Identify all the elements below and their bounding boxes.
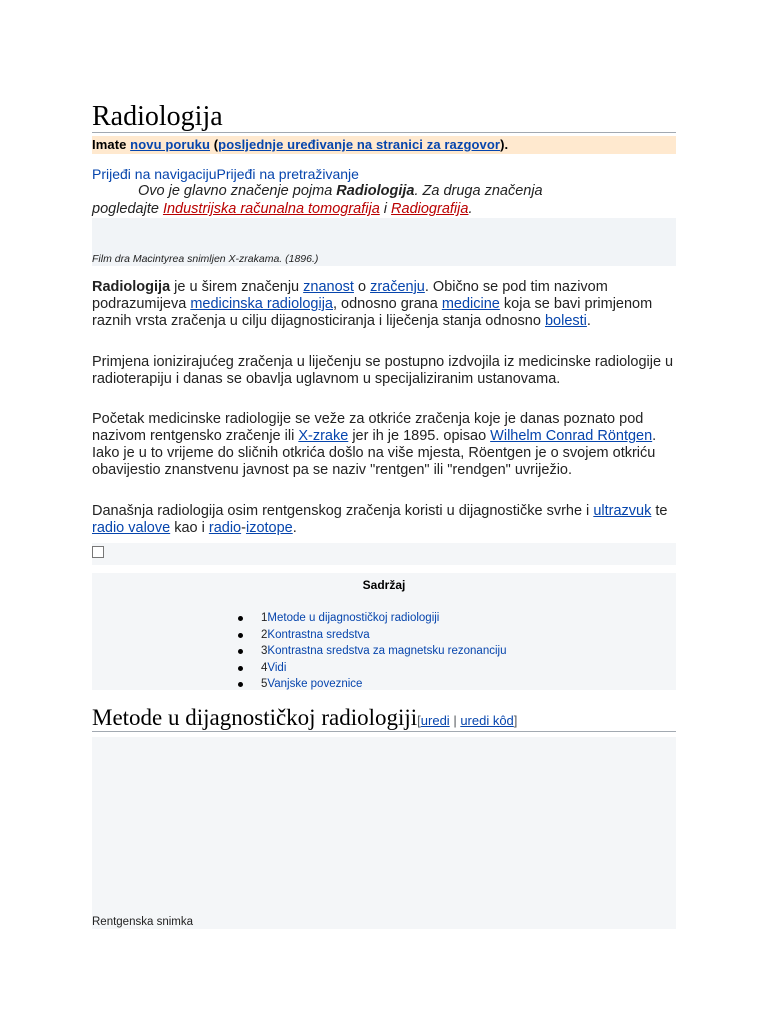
last-talk-edit-link[interactable]: posljednje uređivanje na stranici za razgovor — [218, 137, 501, 152]
toc-item — [236, 610, 506, 627]
paragraph: Primjena ionizirajućeg zračenja u liječenju se postupno izdvojila iz medicinske radiologije u radioterapiju i danas se obavlja uglavnom u specijaliziranim ustanovama. — [92, 354, 674, 387]
text: kao i — [170, 520, 209, 536]
hatnote-text: . — [468, 201, 473, 217]
edit-source-link[interactable]: uredi kôd — [460, 713, 514, 728]
x-rays-link[interactable]: X-zrake — [298, 428, 349, 444]
jump-to-search-link[interactable]: Prijeđi na pretraživanje — [216, 166, 359, 182]
figure-caption: Rentgenska snimka — [92, 916, 193, 928]
bracket: ] — [513, 713, 518, 728]
paragraph — [92, 411, 676, 479]
text: . — [586, 313, 591, 329]
toc-number: 4 — [261, 661, 268, 674]
ultrasound-link[interactable]: ultrazvuk — [593, 503, 652, 519]
bracket: [ — [417, 713, 421, 728]
toc-link[interactable]: Metode u dijagnostičkoj radiologiji — [267, 612, 440, 624]
text: te — [651, 503, 668, 519]
toc-item — [236, 676, 506, 693]
figure-caption: Film dra Macintyrea snimljen X-zrakama. (1896.) — [92, 253, 319, 265]
toc-item — [236, 643, 506, 660]
medicine-link[interactable]: medicine — [441, 296, 500, 312]
radio-link[interactable]: radio — [208, 520, 242, 536]
page-title: Radiologija — [92, 101, 223, 132]
notice-prefix: Imate — [92, 137, 131, 152]
toc-link[interactable]: Vanjske poveznice — [267, 678, 363, 690]
hatnote-text: i — [379, 201, 392, 217]
text: . Obično se pod tim nazivom podrazumijeva — [92, 279, 608, 312]
toc-item — [236, 660, 506, 677]
text: Današnja radiologija osim rentgenskog zračenja koristi u dijagnostičke svrhe i — [92, 503, 594, 519]
toc-list — [236, 610, 506, 693]
xray-image-placeholder[interactable] — [92, 737, 676, 929]
science-link[interactable]: znanost — [303, 279, 354, 295]
edit-section-link[interactable]: uredi — [420, 713, 450, 728]
text: koja se bavi primjenom raznih vrsta zračenja u cilju dijagnosticiranja i liječenja stanja odnosno — [92, 296, 653, 329]
text: jer ih je 1895. opisao — [348, 428, 491, 444]
text: . Iako je u to vrijeme do sličnih otkrića došlo na više mjesta, Röentgen je o svojem otkriću obavijestio znanstvenu javnost pa se naziv "rentgen" ili "rendgen" uvriježio. — [92, 428, 657, 478]
radiation-link[interactable]: zračenju — [370, 279, 425, 295]
industrial-ct-link[interactable]: Industrijska računalna tomografija — [162, 201, 380, 217]
toc-toggle-checkbox[interactable] — [92, 546, 104, 558]
toc-number: 2 — [261, 628, 268, 641]
intro-paragraph — [92, 279, 676, 330]
disease-link[interactable]: bolesti — [544, 313, 587, 329]
medical-radiology-link[interactable]: medicinska radiologija — [190, 296, 333, 312]
toc-number: 5 — [261, 678, 268, 690]
toc-link[interactable]: Vidi — [267, 661, 287, 674]
text: . — [292, 520, 297, 536]
jump-to-navigation-link[interactable]: Prijeđi na navigaciju — [92, 166, 217, 182]
toc-number: 1 — [261, 612, 268, 624]
hatnote-term: Radiologija — [336, 183, 415, 199]
section-heading-text: Metode u dijagnostičkoj radiologiji — [92, 705, 418, 730]
hatnote-text: . Za druga značenja pogledajte — [92, 183, 543, 217]
radio-waves-link[interactable]: radio valove — [92, 520, 171, 536]
text: - — [241, 520, 246, 536]
notice-suffix: ). — [500, 137, 509, 152]
toc-item — [236, 627, 506, 644]
rontgen-link[interactable]: Wilhelm Conrad Röntgen — [490, 428, 653, 444]
text: je u širem značenju — [170, 279, 304, 295]
text: , odnosno grana — [333, 296, 442, 312]
title-divider — [92, 132, 676, 133]
new-message-notice — [92, 136, 676, 154]
notice-mid: ( — [210, 137, 219, 152]
hatnote — [92, 182, 592, 218]
new-message-link[interactable]: novu poruku — [130, 137, 210, 152]
paragraph — [92, 503, 676, 537]
hatnote-text: Ovo je glavno značenje pojma — [138, 183, 337, 199]
toc-title: Sadržaj — [362, 578, 406, 592]
toc-number: 3 — [261, 645, 268, 657]
toc-link[interactable]: Kontrastna sredstva — [267, 628, 370, 641]
edit-section-links — [417, 713, 517, 728]
term-bold: Radiologija — [92, 279, 171, 295]
jump-links — [92, 165, 359, 183]
radiography-link[interactable]: Radiografija — [391, 201, 469, 217]
separator: | — [449, 713, 461, 728]
text: o — [353, 279, 371, 295]
toc-link[interactable]: Kontrastna sredstva za magnetsku rezonanciju — [267, 645, 507, 657]
section-divider — [92, 731, 676, 732]
isotopes-link[interactable]: izotope — [245, 520, 293, 536]
text: Početak medicinske radiologije se veže za otkriće zračenja koje je danas poznato pod nazivom rentgensko zračenje ili — [92, 411, 644, 444]
